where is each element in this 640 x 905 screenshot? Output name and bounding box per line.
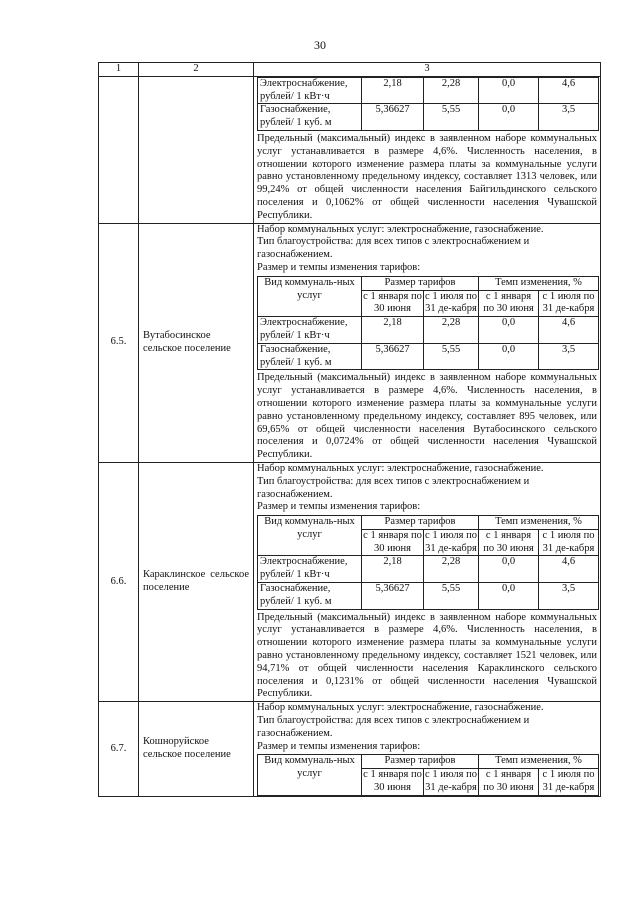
subtable-header-row [258,755,599,769]
services-set-text: Набор коммунальных услуг: электроснабжение, газоснабжение. [257,223,544,235]
service-gas: Газоснабжение, рублей/ 1 куб. м [258,583,362,610]
tariff-h1: 2,18 [362,317,424,344]
period-4: с 1 июля по 31 де-кабря [539,769,599,796]
gas-row [258,583,599,610]
subtable-header-row [258,516,599,530]
rates-title: Размер и темпы изменения тарифов: [257,501,421,513]
period-2: с 1 июля по 31 де-кабря [424,290,479,317]
tariff-h2: 2,28 [424,317,479,344]
table-row-6-6 [99,462,601,701]
tariffs-table [98,62,601,797]
services-set-text: Набор коммунальных услуг: электроснабжение, газоснабжение. [257,462,544,474]
page-number: 30 [314,38,326,52]
rate-h1: 0,0 [479,343,539,370]
settlement-name: Караклинское сельское поселение [139,462,254,701]
tariff-h1: 5,36627 [362,343,424,370]
amenity-type-text: Тип благоустройства: для всех типов с электроснабжением и газоснабжением. [257,715,530,739]
service-electric: Электроснабжение, рублей/ 1 кВт·ч [258,317,362,344]
period-3: с 1 января по 30 июня [479,769,539,796]
gas-row [258,343,599,370]
tariff-subtable [257,754,599,795]
change-rate-header: Темп изменения, % [479,516,599,530]
row-content [254,76,601,223]
index-paragraph: Предельный (максимальный) индекс в заявленном наборе коммунальных услуг устанавливается в размере 4,6%. Численность населения, в отношении которого изменение размера платы за коммунальные услуги равно установленному предельному индексу, составляет 1313 человек, или 99,24% от общей численности населения Байгильдинского сельского поселения и 0,1062% от общей численности населения Чувашской Республики. [257,132,597,221]
period-4: с 1 июля по 31 де-кабря [539,529,599,556]
rate-h1: 0,0 [479,583,539,610]
table-row-continued [99,76,601,223]
period-3: с 1 января по 30 июня [479,290,539,317]
period-1: с 1 января по 30 июня [362,529,424,556]
electric-row [258,317,599,344]
tariff-h2: 5,55 [424,343,479,370]
rate-h2: 4,6 [539,77,599,104]
rate-h1: 0,0 [479,556,539,583]
rate-h1: 0,0 [479,104,539,131]
col-3-header: 3 [254,63,601,77]
tariff-subtable [257,276,599,371]
service-electric: Электроснабжение, рублей/ 1 кВт·ч [258,77,362,104]
tariff-subtable [257,77,599,131]
service-type-header: Вид коммуналь-ных услуг [258,276,362,316]
period-1: с 1 января по 30 июня [362,769,424,796]
tariff-h1: 2,18 [362,556,424,583]
table-row-6-5 [99,223,601,462]
row-number: 6.5. [99,223,139,462]
tariff-subtable [257,515,599,610]
col-2-header: 2 [139,63,254,77]
settlement-name-cell [139,76,254,223]
amenity-type-text: Тип благоустройства: для всех типов с электроснабжением и газоснабжением. [257,475,530,500]
index-paragraph: Предельный (максимальный) индекс в заявленном наборе коммунальных услуг устанавливается в размере 4,6%. Численность населения, в отношении которого изменение размера платы за коммунальные услуги равно установленному предельному индексу, составляет 1521 человек, или 94,71% от общей численности населения Караклинского сельского поселения и 0,1231% от общей численности населения Чувашской Республики. [257,611,597,700]
tariff-h2: 2,28 [424,556,479,583]
index-paragraph: Предельный (максимальный) индекс в заявленном наборе коммунальных услуг устанавливается в размере 4,6%. Численность населения, в отношении которого изменение размера платы за коммунальные услуги равно установленному предельному индексу, составляет 895 человек, или 69,65% от общей численности населения Вутабосинского сельского поселения и 0,0724% от общей численности населения Чувашской Республики. [257,372,597,461]
electric-row [258,77,599,104]
gas-row [258,104,599,131]
row-number-cell [99,76,139,223]
service-type-header: Вид коммуналь-ных услуг [258,755,362,795]
table-row-6-7 [99,702,601,797]
period-1: с 1 января по 30 июня [362,290,424,317]
service-electric: Электроснабжение, рублей/ 1 кВт·ч [258,556,362,583]
electric-row [258,556,599,583]
period-4: с 1 июля по 31 де-кабря [539,290,599,317]
rate-h2: 4,6 [539,556,599,583]
tariff-h2: 5,55 [424,583,479,610]
tariff-h1: 5,36627 [362,104,424,131]
row-content [254,223,601,462]
row-number: 6.7. [99,702,139,797]
tariff-size-header: Размер тарифов [362,516,479,530]
period-2: с 1 июля по 31 де-кабря [424,769,479,796]
tariff-h2: 2,28 [424,77,479,104]
rate-h1: 0,0 [479,317,539,344]
col-1-header: 1 [99,63,139,77]
rate-h2: 3,5 [539,343,599,370]
tariff-h2: 5,55 [424,104,479,131]
services-set-text: Набор коммунальных услуг: электроснабжение, газоснабжение. [257,702,544,714]
tariff-size-header: Размер тарифов [362,276,479,290]
subtable-header-row [258,276,599,290]
rate-h2: 4,6 [539,317,599,344]
rate-h1: 0,0 [479,77,539,104]
column-number-row [99,63,601,77]
amenity-type-text: Тип благоустройства: для всех типов с электроснабжением и газоснабжением. [257,236,530,261]
rates-title: Размер и темпы изменения тарифов: [257,740,421,752]
rates-title: Размер и темпы изменения тарифов: [257,261,421,273]
row-number: 6.6. [99,462,139,701]
change-rate-header: Темп изменения, % [479,276,599,290]
tariff-size-header: Размер тарифов [362,755,479,769]
change-rate-header: Темп изменения, % [479,755,599,769]
period-3: с 1 января по 30 июня [479,529,539,556]
rate-h2: 3,5 [539,583,599,610]
row-content [254,702,601,797]
period-2: с 1 июля по 31 де-кабря [424,529,479,556]
service-type-header: Вид коммуналь-ных услуг [258,516,362,556]
tariff-h1: 5,36627 [362,583,424,610]
service-gas: Газоснабжение, рублей/ 1 куб. м [258,343,362,370]
settlement-name: Вутабосинское сельское поселение [139,223,254,462]
tariff-h1: 2,18 [362,77,424,104]
service-gas: Газоснабжение, рублей/ 1 куб. м [258,104,362,131]
row-content [254,462,601,701]
rate-h2: 3,5 [539,104,599,131]
settlement-name: Кошноруйское сельское поселение [139,702,254,797]
